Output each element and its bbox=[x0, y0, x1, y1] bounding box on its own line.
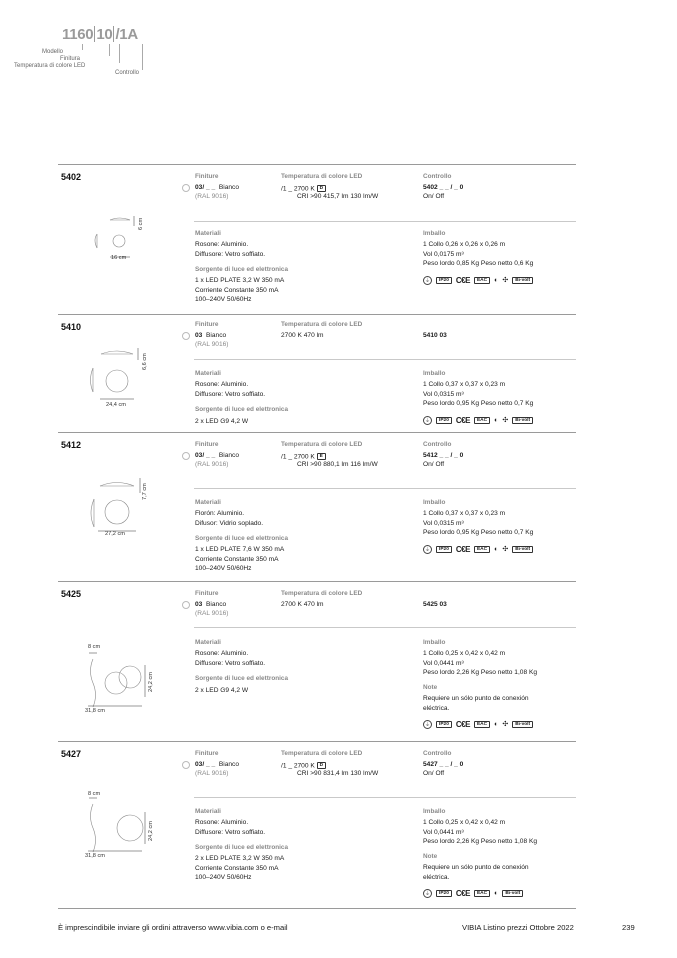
packaging-header: Imballo bbox=[423, 639, 446, 646]
color-temp-line: 2700 K 470 lm bbox=[281, 601, 324, 608]
color-temp-line: 2700 K 470 lm bbox=[281, 332, 324, 339]
legend-code-control: /1A bbox=[115, 26, 138, 43]
source-list: 2 x LED PLATE 3,2 W 350 mA Corriente Constante 350 mA 100–240V 50/60Hz bbox=[195, 855, 285, 881]
ground-icon: ⏚ bbox=[424, 546, 430, 553]
dimension-width: 31,8 cm bbox=[85, 853, 105, 859]
energy-class-badge: E bbox=[317, 453, 326, 460]
ce-mark-icon: C€E bbox=[455, 544, 470, 554]
materials-header: Materiali bbox=[195, 499, 221, 506]
certification-icons bbox=[423, 888, 523, 898]
product-5410 bbox=[58, 314, 576, 432]
radiation-icon: ✣ bbox=[502, 545, 509, 553]
finish-ral: (RAL 9016) bbox=[195, 461, 229, 468]
finish-ral: (RAL 9016) bbox=[195, 610, 229, 617]
eac-badge: EAC bbox=[474, 546, 490, 553]
dimension-height: 24,2 cm bbox=[148, 672, 154, 692]
control-header: Controllo bbox=[423, 173, 452, 180]
source-list: 1 x LED PLATE 3,2 W 350 mA Corriente Constante 350 mA 100–240V 50/60Hz bbox=[195, 277, 285, 303]
dimension-depth: 8 cm bbox=[88, 791, 101, 797]
packaging-list: 1 Collo 0,25 x 0,42 x 0,42 m Vol 0,0441 m³ Peso lordo 2,26 Kg Peso netto 1,08 Kg bbox=[423, 650, 538, 676]
dimension-width: 16 cm bbox=[111, 255, 127, 261]
product-code: 5425 bbox=[61, 589, 82, 599]
ce-mark-icon: C€E bbox=[455, 719, 470, 729]
dimension-width: 27,2 cm bbox=[105, 531, 125, 537]
note-header: Note bbox=[423, 853, 438, 860]
legend-label-control: Controllo bbox=[115, 70, 140, 76]
dimmable-icon: ◐ bbox=[494, 276, 499, 284]
packaging-header: Imballo bbox=[423, 808, 446, 815]
materials-list: Rosone: Aluminio. Diffusore: Vetro soffiato. bbox=[195, 241, 266, 258]
control-code: 5412 _ _ / _ 0 bbox=[423, 452, 464, 459]
product-5427 bbox=[58, 741, 576, 907]
finishes-header: Finiture bbox=[195, 441, 219, 448]
code-legend bbox=[14, 26, 150, 86]
white-swatch-icon bbox=[182, 761, 190, 769]
ip-badge: IP20 bbox=[436, 277, 452, 284]
product-5412 bbox=[58, 432, 576, 581]
product-code: 5427 bbox=[61, 749, 82, 759]
packaging-list: 1 Collo 0,25 x 0,42 x 0,42 m Vol 0,0441 m³ Peso lordo 2,26 Kg Peso netto 1,08 Kg bbox=[423, 819, 538, 845]
legend-label-color-temp: Temperatura di colore LED bbox=[14, 63, 86, 69]
product-5425 bbox=[58, 581, 576, 741]
dimmable-icon: ◐ bbox=[494, 545, 499, 553]
control-code: 5425 03 bbox=[423, 601, 447, 608]
finishes-header: Finiture bbox=[195, 173, 219, 180]
packaging-list: 1 Collo 0,37 x 0,37 x 0,23 m Vol 0,0315 m³ Peso lordo 0,95 Kg Peso netto 0,7 Kg bbox=[423, 510, 534, 536]
dimension-height: 24,2 cm bbox=[148, 821, 154, 841]
note-header: Note bbox=[423, 684, 438, 691]
certification-icons bbox=[423, 275, 533, 285]
ip-badge: IP20 bbox=[436, 546, 452, 553]
finish-line: 03/ _ _ Bianco bbox=[195, 184, 240, 191]
legend-label-finish: Finitura bbox=[60, 56, 81, 62]
finishes-header: Finiture bbox=[195, 750, 219, 757]
certification-icons bbox=[423, 544, 533, 554]
eac-badge: EAC bbox=[474, 721, 490, 728]
finish-line: 03 Bianco bbox=[195, 332, 227, 339]
packaging-header: Imballo bbox=[423, 230, 446, 237]
color-temp-header: Temperatura di colore LED bbox=[281, 590, 363, 597]
ip-badge: IP20 bbox=[436, 417, 452, 424]
energy-class-badge: D bbox=[317, 762, 326, 769]
materials-list: Rosone: Aluminio. Diffusore: Vetro soffiato. bbox=[195, 650, 266, 667]
product-code: 5412 bbox=[61, 440, 82, 450]
color-temp-line: /1 _ 2700 K D bbox=[281, 762, 326, 770]
packaging-header: Imballo bbox=[423, 499, 446, 506]
finish-line: 03/ _ _ Bianco bbox=[195, 452, 240, 459]
footer-catalog-title: VIBIA Listino prezzi Ottobre 2022 bbox=[462, 923, 574, 932]
white-swatch-icon bbox=[182, 184, 190, 192]
dimmable-icon: ◐ bbox=[494, 720, 499, 728]
white-swatch-icon bbox=[182, 601, 190, 609]
color-temp-spec: CRI >90 415,7 lm 130 lm/W bbox=[297, 193, 379, 200]
bivolt-badge: Bi-volt bbox=[502, 890, 523, 897]
materials-list: Rosone: Aluminio. Diffusore: Vetro soffiato. bbox=[195, 819, 266, 836]
finishes-header: Finiture bbox=[195, 590, 219, 597]
ce-mark-icon: C€E bbox=[455, 275, 470, 285]
bivolt-badge: Bi-volt bbox=[512, 546, 533, 553]
source-list: 2 x LED G9 4,2 W bbox=[195, 687, 249, 694]
ground-icon: ⏚ bbox=[424, 277, 430, 284]
energy-class-badge: D bbox=[317, 185, 326, 192]
source-header: Sorgente di luce ed elettronica bbox=[195, 844, 289, 851]
materials-header: Materiali bbox=[195, 370, 221, 377]
finish-ral: (RAL 9016) bbox=[195, 341, 229, 348]
note-text: Requiere un sólo punto de conexión eléctrica. bbox=[423, 864, 529, 881]
dimmable-icon: ◐ bbox=[494, 889, 499, 897]
source-header: Sorgente di luce ed elettronica bbox=[195, 535, 289, 542]
source-header: Sorgente di luce ed elettronica bbox=[195, 266, 289, 273]
color-temp-line: /1 _ 2700 K E bbox=[281, 453, 326, 461]
radiation-icon: ✣ bbox=[502, 416, 509, 424]
color-temp-line: /1 _ 2700 K D bbox=[281, 185, 326, 193]
dimension-height: 7,7 cm bbox=[142, 483, 148, 500]
white-swatch-icon bbox=[182, 332, 190, 340]
source-header: Sorgente di luce ed elettronica bbox=[195, 675, 289, 682]
control-code: 5427 _ _ / _ 0 bbox=[423, 761, 464, 768]
control-text: On/ Off bbox=[423, 770, 445, 777]
product-code: 5410 bbox=[61, 322, 82, 332]
ground-icon: ⏚ bbox=[424, 721, 430, 728]
dimension-width: 31,8 cm bbox=[85, 708, 105, 714]
materials-header: Materiali bbox=[195, 639, 221, 646]
materials-header: Materiali bbox=[195, 230, 221, 237]
page-number: 239 bbox=[622, 923, 635, 932]
ce-mark-icon: C€E bbox=[455, 415, 470, 425]
ground-icon: ⏚ bbox=[424, 890, 430, 897]
control-text: On/ Off bbox=[423, 461, 445, 468]
bivolt-badge: Bi-volt bbox=[512, 417, 533, 424]
bivolt-badge: Bi-volt bbox=[512, 277, 533, 284]
packaging-list: 1 Collo 0,37 x 0,37 x 0,23 m Vol 0,0315 m³ Peso lordo 0,95 Kg Peso netto 0,7 Kg bbox=[423, 381, 534, 407]
materials-header: Materiali bbox=[195, 808, 221, 815]
materials-list: Florón: Aluminio. Difusor: Vidrio soplado. bbox=[195, 510, 264, 527]
note-text: Requiere un sólo punto de conexión eléctrica. bbox=[423, 695, 529, 712]
finishes-header: Finiture bbox=[195, 321, 219, 328]
packaging-header: Imballo bbox=[423, 370, 446, 377]
certification-icons bbox=[423, 415, 533, 425]
eac-badge: EAC bbox=[474, 277, 490, 284]
legend-label-model: Modello bbox=[42, 49, 64, 55]
color-temp-header: Temperatura di colore LED bbox=[281, 750, 363, 757]
source-list: 1 x LED PLATE 7,6 W 350 mA Corriente Constante 350 mA 100–240V 50/60Hz bbox=[195, 546, 285, 572]
eac-badge: EAC bbox=[474, 890, 490, 897]
color-temp-spec: CRI >90 880,1 lm 116 lm/W bbox=[297, 461, 378, 468]
control-header: Controllo bbox=[423, 750, 452, 757]
control-text: On/ Off bbox=[423, 193, 445, 200]
eac-badge: EAC bbox=[474, 417, 490, 424]
certification-icons bbox=[423, 719, 533, 729]
legend-codes bbox=[62, 26, 138, 43]
product-5402 bbox=[58, 164, 576, 314]
white-swatch-icon bbox=[182, 452, 190, 460]
color-temp-header: Temperatura di colore LED bbox=[281, 321, 363, 328]
control-header: Controllo bbox=[423, 441, 452, 448]
color-temp-spec: CRI >90 831,4 lm 130 lm/W bbox=[297, 770, 379, 777]
materials-list: Rosone: Aluminio. Diffusore: Vetro soffiato. bbox=[195, 381, 266, 398]
finish-ral: (RAL 9016) bbox=[195, 770, 229, 777]
finish-line: 03/ _ _ Bianco bbox=[195, 761, 240, 768]
dimension-height: 6,6 cm bbox=[142, 353, 148, 370]
radiation-icon: ✣ bbox=[502, 720, 509, 728]
legend-code-finish: 10 bbox=[96, 26, 113, 43]
footer-order-note: È imprescindibile inviare gli ordini attraverso www.vibia.com o e-mail bbox=[58, 923, 288, 932]
bivolt-badge: Bi-volt bbox=[512, 721, 533, 728]
finish-ral: (RAL 9016) bbox=[195, 193, 229, 200]
control-code: 5410 03 bbox=[423, 332, 447, 339]
ip-badge: IP20 bbox=[436, 890, 452, 897]
source-list: 2 x LED G9 4,2 W bbox=[195, 418, 249, 425]
product-code: 5402 bbox=[61, 172, 82, 182]
dimension-height: 6 cm bbox=[138, 217, 144, 230]
legend-code-model: 1160 bbox=[62, 26, 94, 43]
dimmable-icon: ◐ bbox=[494, 416, 499, 424]
finish-line: 03 Bianco bbox=[195, 601, 227, 608]
control-code: 5402 _ _ / _ 0 bbox=[423, 184, 464, 191]
ground-icon: ⏚ bbox=[424, 417, 430, 424]
source-header: Sorgente di luce ed elettronica bbox=[195, 406, 289, 413]
dimension-width: 24,4 cm bbox=[106, 402, 126, 408]
ce-mark-icon: C€E bbox=[455, 888, 470, 898]
ip-badge: IP20 bbox=[436, 721, 452, 728]
radiation-icon: ✣ bbox=[502, 276, 509, 284]
color-temp-header: Temperatura di colore LED bbox=[281, 173, 363, 180]
color-temp-header: Temperatura di colore LED bbox=[281, 441, 363, 448]
dimension-depth: 8 cm bbox=[88, 644, 101, 650]
packaging-list: 1 Collo 0,26 x 0,26 x 0,26 m Vol 0,0175 m³ Peso lordo 0,85 Kg Peso netto 0,6 Kg bbox=[423, 241, 534, 267]
